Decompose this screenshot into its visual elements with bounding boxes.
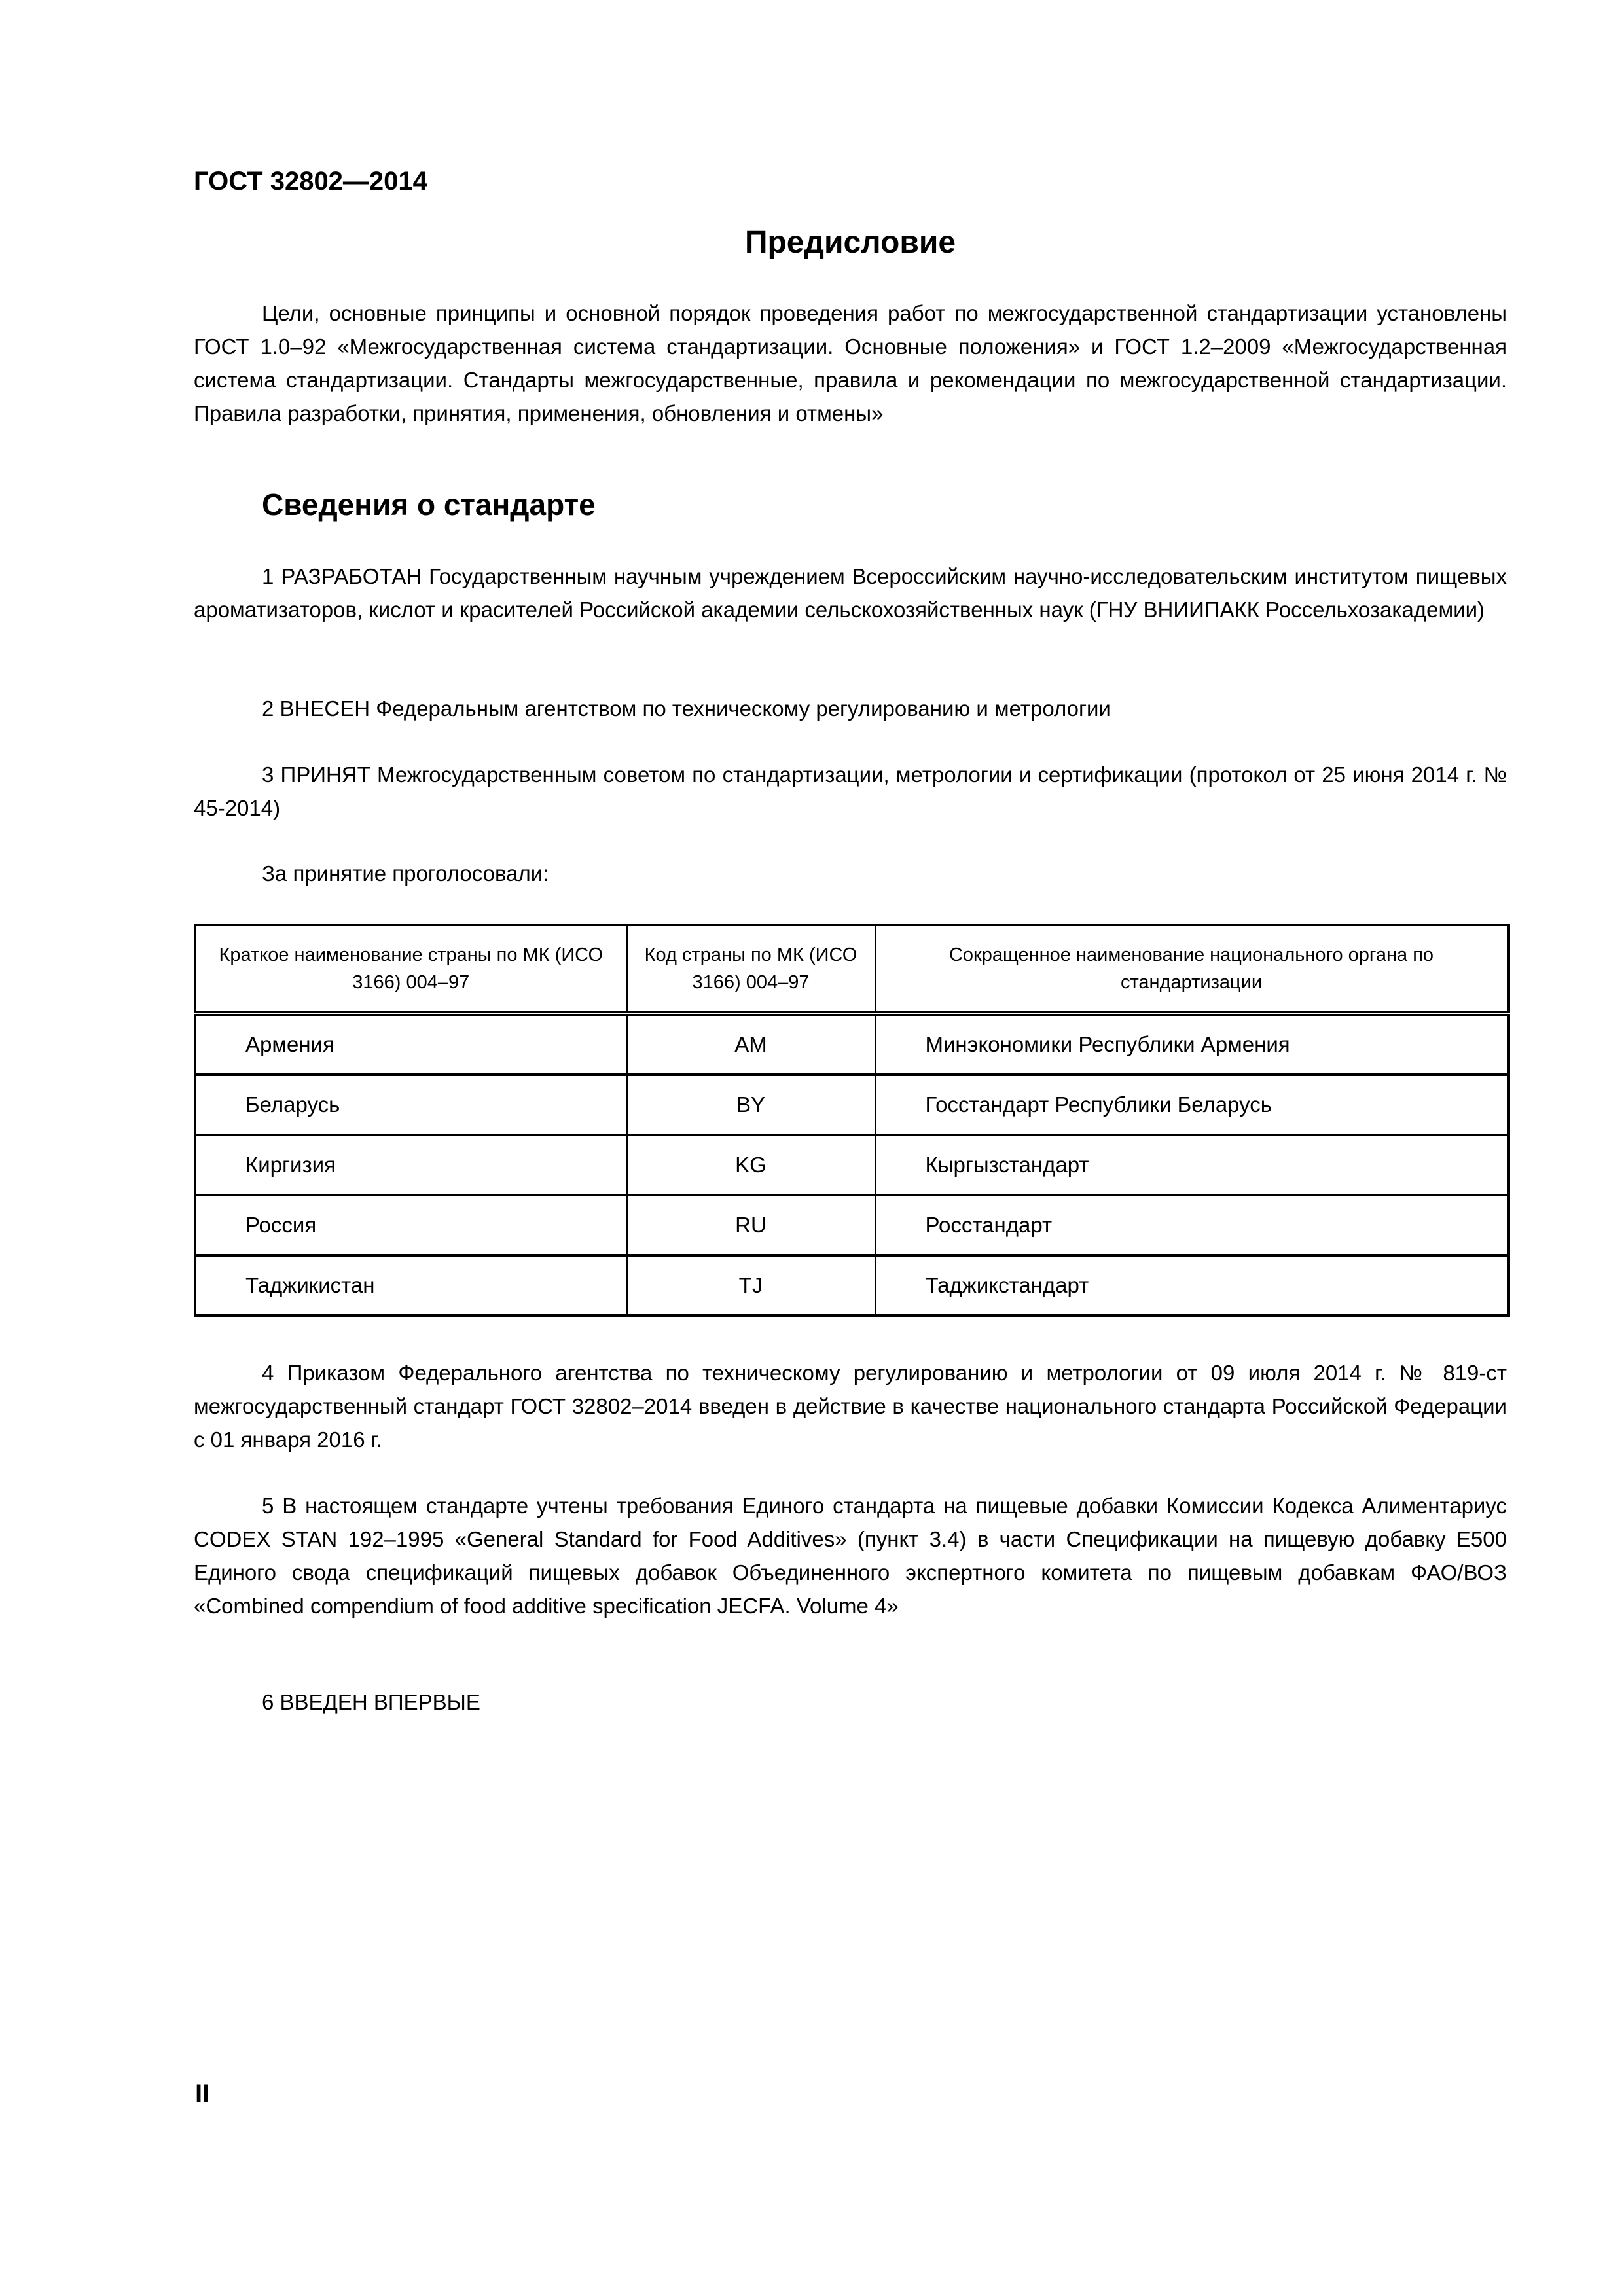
cell-code: RU: [627, 1195, 875, 1255]
info-item-2: 2 ВНЕСЕН Федеральным агентством по техническому регулированию и метрологии: [262, 696, 1111, 721]
info-item-3: 3 ПРИНЯТ Межгосударственным советом по стандартизации, метрологии и сертификации (протокол от 25 июня 2014 г. № 45-2014): [194, 762, 1507, 820]
cell-country: Беларусь: [195, 1075, 627, 1135]
cell-code: AM: [627, 1014, 875, 1075]
table-row: [195, 1135, 1509, 1195]
table-row: [195, 1255, 1509, 1316]
cell-body: Росстандарт: [875, 1195, 1509, 1255]
table-row: [195, 1014, 1509, 1075]
cell-country: Армения: [195, 1014, 627, 1075]
page-number: II: [195, 2079, 210, 2108]
column-header-code: Код страны по МК (ИСО 3166) 004–97: [627, 925, 875, 1014]
cell-country: Киргизия: [195, 1135, 627, 1195]
table-header-row: [195, 925, 1509, 1014]
cell-code: KG: [627, 1135, 875, 1195]
voters-table: [194, 924, 1510, 1317]
standard-info-title: Сведения о стандарте: [262, 488, 596, 522]
info-item-5: 5 В настоящем стандарте учтены требования Единого стандарта на пищевые добавки Комиссии Кодекса Алиментариус CODEX STAN 192–1995 «General Standard for Food Additives» (пункт 3.4) в части Спецификации на пищевую добавку Е500 Единого свода спецификаций пищевых добавок Объединенного экспертного комитета по пищевым добавкам ФАО/ВОЗ «Combined compendium of food additive specification JECFA. Volume 4»: [194, 1494, 1507, 1618]
cell-code: BY: [627, 1075, 875, 1135]
cell-body: Госстандарт Республики Беларусь: [875, 1075, 1509, 1135]
cell-body: Таджикстандарт: [875, 1255, 1509, 1316]
cell-body: Кыргызстандарт: [875, 1135, 1509, 1195]
cell-country: Таджикистан: [195, 1255, 627, 1316]
voters-caption: За принятие проголосовали:: [262, 861, 549, 886]
info-item-4: 4 Приказом Федерального агентства по техническому регулированию и метрологии от 09 июля 2014 г. № 819-ст межгосударственный стандарт ГОСТ 32802–2014 введен в действие в качестве национального стандарта Российской Федерации с 01 января 2016 г.: [194, 1361, 1507, 1452]
table-row: [195, 1075, 1509, 1135]
cell-code: TJ: [627, 1255, 875, 1316]
cell-body: Минэкономики Республики Армения: [875, 1014, 1509, 1075]
foreword-paragraph: Цели, основные принципы и основной порядок проведения работ по межгосударственной стандартизации установлены ГОСТ 1.0–92 «Межгосударственная система стандартизации. Основные положения» и ГОСТ 1.2–2009 «Межгосударственная система стандартизации. Стандарты межгосударственные, правила и рекомендации по межгосударственной стандартизации. Правила разработки, принятия, применения, обновления и отмены»: [194, 301, 1507, 425]
document-id-header: ГОСТ 32802—2014: [194, 167, 427, 196]
column-header-body: Сокращенное наименование национального органа по стандартизации: [875, 925, 1509, 1014]
cell-country: Россия: [195, 1195, 627, 1255]
foreword-title: Предисловие: [744, 225, 956, 260]
column-header-country: Краткое наименование страны по МК (ИСО 3166) 004–97: [195, 925, 627, 1014]
info-item-1: 1 РАЗРАБОТАН Государственным научным учреждением Всероссийским научно-исследовательским институтом пищевых ароматизаторов, кислот и красителей Российской академии сельскохозяйственных наук (ГНУ ВНИИПАКК Россельхозакадемии): [194, 564, 1507, 622]
table-row: [195, 1195, 1509, 1255]
info-item-6: 6 ВВЕДЕН ВПЕРВЫЕ: [262, 1690, 480, 1714]
